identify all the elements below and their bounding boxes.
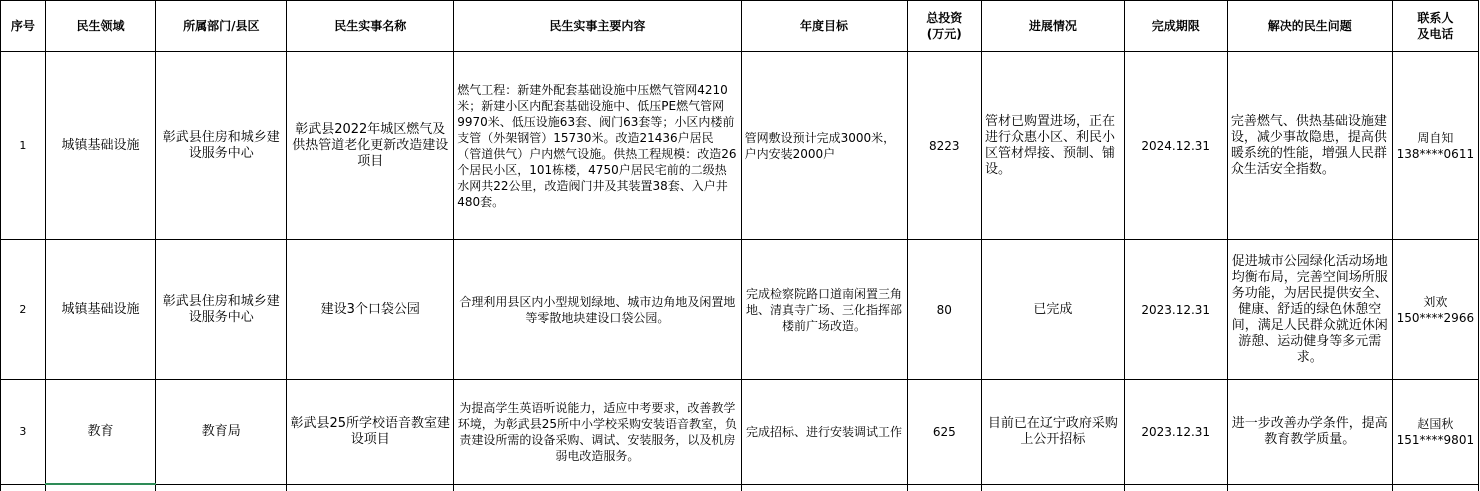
cell-content: 合理利用县区内小型规划绿地、城市边角地及闲置地等零散地块建设口袋公园。 <box>454 240 741 380</box>
contact-name: 周自知 <box>1417 130 1454 145</box>
contact-phone: 150****2966 <box>1396 310 1475 325</box>
table-row <box>1 380 1479 485</box>
cell-contact <box>1392 52 1478 240</box>
cell-invest: 8223 <box>907 52 981 240</box>
contact-name: 刘欢 <box>1423 294 1448 309</box>
cell-invest: 625 <box>907 380 981 485</box>
header-row <box>1 1 1479 52</box>
cell-progress: 已完成 <box>982 240 1125 380</box>
cell-field: 城镇基础设施 <box>45 240 156 380</box>
contact-name: 赵国秋 <box>1417 416 1454 431</box>
contact-phone: 151****9801 <box>1396 432 1475 447</box>
cell-dept: 教育局 <box>156 380 287 485</box>
cell-invest: 80 <box>907 240 981 380</box>
header-content: 民生实事主要内容 <box>454 1 741 52</box>
cell-no: 2 <box>1 240 46 380</box>
cell-problem: 完善燃气、供热基础设施建设，减少事故隐患，提高供暖系统的性能，增强人民群众生活安全指数。 <box>1227 52 1392 240</box>
cell-progress: 目前已在辽宁政府采购上公开招标 <box>982 380 1125 485</box>
contact-phone: 138****0611 <box>1396 146 1475 161</box>
header-no: 序号 <box>1 1 46 52</box>
table-row-partial <box>1 484 1479 491</box>
cell-problem: 进一步改善办学条件，提高教育教学质量。 <box>1227 380 1392 485</box>
cell-target: 管网敷设预计完成3000米，户内安装2000户 <box>741 52 907 240</box>
cell-dept: 彰武县住房和城乡建设服务中心 <box>156 52 287 240</box>
cell-name: 建设3个口袋公园 <box>287 240 454 380</box>
table-row <box>1 240 1479 380</box>
cell-field: 城镇基础设施 <box>45 52 156 240</box>
cell-deadline: 2024.12.31 <box>1124 52 1227 240</box>
header-invest: 总投资 (万元) <box>907 1 981 52</box>
cell-deadline: 2023.12.31 <box>1124 240 1227 380</box>
cell-progress: 管材已购置进场，正在进行众惠小区、利民小区管材焊接、预制、铺设。 <box>982 52 1125 240</box>
header-target: 年度目标 <box>741 1 907 52</box>
header-problem: 解决的民生问题 <box>1227 1 1392 52</box>
cell-contact <box>1392 380 1478 485</box>
cell-content: 燃气工程：新建外配套基础设施中压燃气管网4210米；新建小区内配套基础设施中、低压PE燃气管网9970米、低压设施63套、阀门63套等；小区内楼前支管（外架钢管）15730米。改造21436户居民（管道供气）户内燃气设施。供热工程规模：改造26个居民小区，101栋楼，4750户居民宅前的二级热水网共22公里，改造阀门井及其装置38套、入户井480套。 <box>454 52 741 240</box>
header-deadline: 完成期限 <box>1124 1 1227 52</box>
cell-target: 完成检察院路口道南闲置三角地、清真寺广场、三化指挥部楼前广场改造。 <box>741 240 907 380</box>
cell-problem: 促进城市公园绿化活动场地均衡布局，完善空间场所服务功能，为居民提供安全、健康、舒适的绿色休憩空间，满足人民群众就近休闲游憩、运动健身等多元需求。 <box>1227 240 1392 380</box>
cell-deadline: 2023.12.31 <box>1124 380 1227 485</box>
header-dept: 所属部门/县区 <box>156 1 287 52</box>
table-row <box>1 52 1479 240</box>
header-contact: 联系人 及电话 <box>1392 1 1478 52</box>
header-progress: 进展情况 <box>982 1 1125 52</box>
header-name: 民生实事名称 <box>287 1 454 52</box>
cell-no: 3 <box>1 380 46 485</box>
cell-no: 1 <box>1 52 46 240</box>
cell-contact <box>1392 240 1478 380</box>
cell-name: 彰武县25所学校语音教室建设项目 <box>287 380 454 485</box>
cell-field: 教育 <box>45 380 156 485</box>
cell-content: 为提高学生英语听说能力，适应中考要求，改善教学环境，为彰武县25所中小学校采购安装语音教室，负责建设所需的设备采购、调试、安装服务，以及机房弱电改造服务。 <box>454 380 741 485</box>
cell-name: 彰武县2022年城区燃气及供热管道老化更新改造建设项目 <box>287 52 454 240</box>
header-field: 民生领域 <box>45 1 156 52</box>
cell-target: 完成招标、进行安装调试工作 <box>741 380 907 485</box>
cell-dept: 彰武县住房和城乡建设服务中心 <box>156 240 287 380</box>
